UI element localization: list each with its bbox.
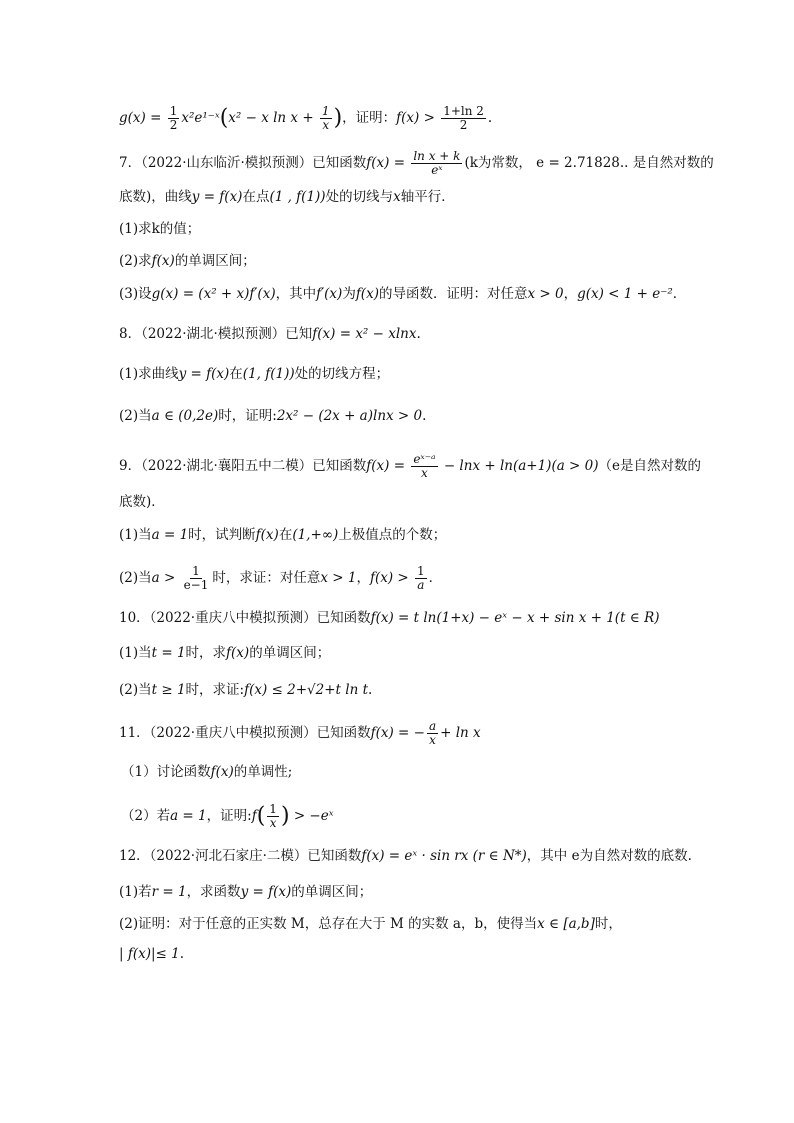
math-mid: x²e¹⁻ˣ xyxy=(181,110,220,126)
paren-close: ) xyxy=(280,803,290,829)
text: (2)证明：对于任意的正实数 M，总存在大于 M 的实数 a，b，使得当 xyxy=(119,916,538,932)
math: y = f(x) xyxy=(191,189,243,205)
frac-num: 1 xyxy=(192,564,200,578)
math: x ∈ [a,b] xyxy=(537,916,595,932)
text: (2)求 xyxy=(119,253,152,269)
text: 时，证明: xyxy=(218,408,277,424)
frac-den: x xyxy=(269,816,277,830)
frac xyxy=(415,565,427,592)
text: ， xyxy=(563,286,578,302)
math: r = 1 xyxy=(151,884,187,900)
problem-11-stem xyxy=(119,720,481,747)
text: 处的切线方程； xyxy=(294,366,390,382)
problem-11-q2 xyxy=(121,803,334,830)
frac xyxy=(427,720,438,747)
text: ． xyxy=(672,286,687,302)
math: a > xyxy=(151,570,180,586)
text: . xyxy=(422,408,427,424)
math: a = 1 xyxy=(170,808,207,824)
text: 时， xyxy=(594,916,622,932)
frac-num: 1+ln 2 xyxy=(443,104,484,118)
frac-num: a xyxy=(428,719,437,733)
text: 8．（2022·湖北·模拟预测）已知 xyxy=(119,326,313,342)
frac-num: 1 xyxy=(269,802,277,816)
text: . xyxy=(368,682,373,698)
text: 底数)． xyxy=(119,494,165,510)
math: t = 1 xyxy=(151,645,186,661)
text: 7．（2022·山东临沂·模拟预测）已知函数 xyxy=(119,155,367,171)
frac-den: x xyxy=(429,733,436,747)
frac xyxy=(411,453,437,480)
text: (2)当 xyxy=(119,408,152,424)
text: (1)当 xyxy=(119,645,152,661)
math: + ln x xyxy=(440,725,481,741)
text: (1)求k的值； xyxy=(119,221,201,237)
text: (3)设 xyxy=(119,286,152,302)
text: 的单调区间； xyxy=(291,884,373,900)
text: 为 xyxy=(342,286,356,302)
math: g(x) < 1 + e⁻² xyxy=(577,286,673,302)
math: f′(x) xyxy=(316,286,343,302)
math: f(x) xyxy=(226,645,250,661)
text: 的导函数．证明：对任意 xyxy=(378,286,528,302)
text: 12．（2022·河北石家庄·二模）已知函数 xyxy=(119,848,362,864)
text: (1)若 xyxy=(119,884,152,900)
frac xyxy=(411,150,462,177)
text: ，证明: xyxy=(206,808,252,824)
text: 轴平行． xyxy=(400,189,455,205)
problem-8-q2 xyxy=(119,406,426,426)
math: y = f(x) xyxy=(240,884,292,900)
math: f(x) ≤ 2+√2+t ln t xyxy=(244,682,368,698)
problem-12-stem xyxy=(119,846,692,866)
problem-7-stem-2 xyxy=(119,187,455,207)
frac-num: 1 xyxy=(417,564,425,578)
math: x > 1 xyxy=(320,570,357,586)
math: (1,+∞) xyxy=(292,527,339,543)
frac-den: e−1 xyxy=(183,578,209,592)
math: y = f(x) xyxy=(178,366,230,382)
problem-9-q2 xyxy=(119,565,442,592)
frac-den: x xyxy=(421,466,428,480)
problem-12-q2-cont xyxy=(119,944,184,964)
problem-10-stem xyxy=(119,608,660,628)
frac-den: 2 xyxy=(169,118,178,132)
text: 的单调区间； xyxy=(174,253,256,269)
text: . xyxy=(179,946,185,962)
text: . xyxy=(416,326,421,342)
problem-7-q2 xyxy=(119,251,256,271)
problem-8-q1 xyxy=(119,364,389,384)
math: f(x) > xyxy=(369,570,414,586)
frac-half xyxy=(168,105,180,132)
line-g-definition xyxy=(119,105,492,132)
math: f(x) = t ln(1+x) − eˣ − x + sin x + 1(t ∈ R) xyxy=(370,610,660,626)
frac-den: 2 xyxy=(459,118,468,132)
problem-12-q2 xyxy=(119,914,622,934)
paren-open: ( xyxy=(219,105,229,131)
text: 时，求证: xyxy=(185,682,245,698)
math: f(x) = − xyxy=(370,725,425,741)
text: 时，求证：对任意 xyxy=(212,570,321,586)
text: . xyxy=(487,110,493,126)
text: 的单调性; xyxy=(233,764,293,780)
text: 在点 xyxy=(242,189,270,205)
text: 时，求 xyxy=(185,645,227,661)
problem-9-q1 xyxy=(119,525,446,545)
text: (1)求曲线 xyxy=(119,366,179,382)
text: ，其中 e为自然对数的底数. xyxy=(526,848,692,864)
text: （2）若 xyxy=(121,808,171,824)
frac-rhs xyxy=(441,105,486,132)
paren-open: ( xyxy=(256,803,266,829)
math: f(x) xyxy=(255,527,279,543)
text: （e是自然对数的 xyxy=(598,458,702,474)
text: （1）讨论函数 xyxy=(121,764,211,780)
math-g: g(x) = xyxy=(119,110,166,126)
paren-close: ) xyxy=(333,105,343,131)
text: 11．（2022·重庆八中模拟预测）已知函数 xyxy=(119,725,371,741)
frac-one-over-x xyxy=(320,105,332,132)
math: (1 , f(1)) xyxy=(269,189,326,205)
text: 时，试判断 xyxy=(188,527,256,543)
frac-den: x xyxy=(322,118,330,132)
math: a ∈ (0,2e) xyxy=(151,408,219,424)
text: (2)当 xyxy=(119,682,152,698)
math: 2x² − (2x + a)lnx > 0 xyxy=(276,408,423,424)
math-fx: f(x) > xyxy=(396,110,440,126)
math: f(x) = x² − xlnx xyxy=(312,326,417,342)
text: 处的切线与 xyxy=(325,189,394,205)
text: (1)当 xyxy=(119,527,152,543)
text: ． xyxy=(428,570,443,586)
math: x > 0 xyxy=(527,286,564,302)
math: x xyxy=(393,189,401,205)
frac-num: eˣ⁻ᵃ xyxy=(413,452,436,466)
math: f(x) = xyxy=(366,458,410,474)
problem-7-q3 xyxy=(119,284,686,304)
problem-10-q1 xyxy=(119,643,330,663)
text: 10．（2022·重庆八中模拟预测）已知函数 xyxy=(119,610,371,626)
math: t ≥ 1 xyxy=(151,682,186,698)
frac-num: 1 xyxy=(169,104,178,118)
text: ， xyxy=(356,570,370,586)
math: f(x) = eˣ · sin rx (r ∈ N*) xyxy=(361,848,527,864)
text: 在 xyxy=(278,527,293,543)
problem-10-q2 xyxy=(119,680,372,700)
math: f xyxy=(251,808,257,824)
text: 底数)，曲线 xyxy=(119,189,192,205)
frac xyxy=(267,803,279,830)
text: 的单调区间； xyxy=(249,645,331,661)
frac xyxy=(182,565,211,592)
math: g(x) = (x² + x)f′(x) xyxy=(151,286,276,302)
problem-11-q1 xyxy=(121,762,292,782)
math: (1, f(1)) xyxy=(242,366,295,382)
text: ，其中 xyxy=(275,286,317,302)
math: f(x) xyxy=(355,286,379,302)
math: > −eˣ xyxy=(289,808,334,824)
math-paren: x² − x ln x + xyxy=(228,110,318,126)
text: 在 xyxy=(229,366,243,382)
math: | f(x)|≤ 1 xyxy=(119,946,180,962)
problem-8-stem xyxy=(119,324,421,344)
text: 上极值点的个数； xyxy=(338,527,447,543)
problem-7-stem xyxy=(119,150,714,177)
math: f(x) xyxy=(151,253,175,269)
text: (k为常数， e = 2.71828.. 是自然对数的 xyxy=(464,155,714,171)
problem-7-q1 xyxy=(119,219,200,239)
text: ，求函数 xyxy=(186,884,241,900)
text: (2)当 xyxy=(119,570,152,586)
problem-9-stem xyxy=(119,453,701,480)
frac-num: ln x + k xyxy=(413,149,461,163)
math: − lnx + ln(a+1)(a > 0) xyxy=(439,458,599,474)
frac-den: eˣ xyxy=(431,163,443,177)
math: a = 1 xyxy=(151,527,189,543)
math: f(x) xyxy=(210,764,234,780)
frac-den: a xyxy=(417,578,425,592)
math: f(x) = xyxy=(366,155,410,171)
problem-12-q1 xyxy=(119,882,372,902)
problem-9-stem-2 xyxy=(119,492,165,512)
text: ，证明： xyxy=(342,110,397,126)
text: 9．（2022·湖北·襄阳五中二模）已知函数 xyxy=(119,458,367,474)
frac-num: 1 xyxy=(321,104,330,118)
